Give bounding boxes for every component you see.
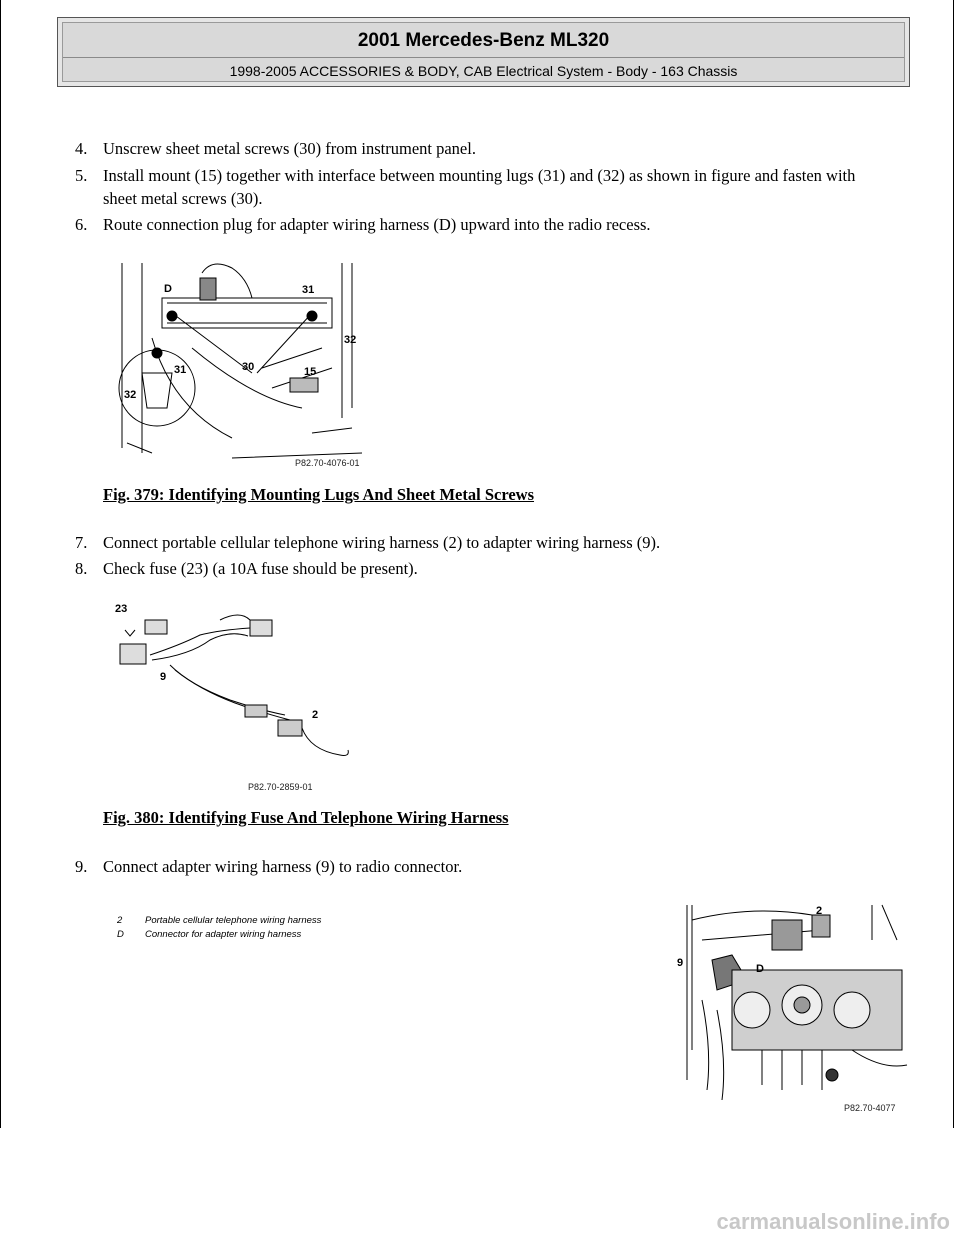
step-text: Install mount (15) together with interface between mounting lugs (31) and (32) as shown in figure and fasten with sheet metal screws (30).: [103, 166, 856, 208]
figure-380-caption: Fig. 380: Identifying Fuse And Telephone Wiring Harness: [103, 808, 509, 827]
fig380-image-id: P82.70-2859-01: [248, 782, 313, 792]
step-5: [75, 164, 895, 210]
header-subtitle: 1998-2005 ACCESSORIES & BODY, CAB Electrical System - Body - 163 Chassis: [229, 63, 738, 79]
legend-item: [117, 928, 321, 942]
step-text: Check fuse (23) (a 10A fuse should be present).: [103, 559, 418, 578]
figure-380-image: [110, 600, 360, 796]
fig379-label-15: 15: [304, 366, 317, 378]
step-number: 7.: [75, 533, 88, 552]
header-title: 2001 Mercedes-Benz ML320: [357, 30, 610, 51]
fig379-image-id: P82.70-4076-01: [295, 458, 360, 468]
legend-key: D: [117, 929, 124, 940]
page-header: [57, 17, 910, 87]
legend-text: Portable cellular telephone wiring harness: [145, 915, 322, 926]
fig-radio-label-2: 2: [816, 905, 823, 917]
step-number: 4.: [75, 139, 88, 158]
header-divider: [63, 57, 904, 58]
step-text: Unscrew sheet metal screws (30) from instrument panel.: [103, 139, 476, 158]
step-6: [75, 213, 895, 236]
figure-radio-image: [672, 900, 912, 1116]
fig380-label-2: 2: [312, 709, 319, 721]
step-number: 6.: [75, 215, 88, 234]
step-number: 5.: [75, 166, 88, 185]
step-8: [75, 557, 895, 580]
watermark: carmanualsonline.info: [716, 1209, 950, 1234]
step-text: Connect adapter wiring harness (9) to radio connector.: [103, 857, 463, 876]
legend-key: 2: [117, 915, 123, 926]
fig380-label-23: 23: [115, 603, 128, 615]
fig379-label-30: 30: [242, 361, 255, 373]
step-number: 8.: [75, 559, 88, 578]
fig-radio-label-9: 9: [677, 957, 684, 969]
fig-radio-image-id: P82.70-4077: [844, 1103, 896, 1113]
figure-379-caption: Fig. 379: Identifying Mounting Lugs And Sheet Metal Screws: [103, 485, 535, 504]
step-text: Connect portable cellular telephone wiring harness (2) to adapter wiring harness (9).: [103, 533, 661, 552]
figure-legend: [117, 914, 321, 942]
fig379-label-31b: 31: [174, 364, 187, 376]
fig379-label-32: 32: [344, 334, 357, 346]
fig379-label-31: 31: [302, 284, 315, 296]
step-7: [75, 531, 895, 554]
step-4: [75, 137, 895, 160]
figure-379-image: [112, 258, 367, 470]
legend-text: Connector for adapter wiring harness: [145, 929, 302, 940]
step-number: 9.: [75, 857, 88, 876]
fig379-label-d: D: [164, 283, 172, 295]
step-9: [75, 855, 895, 878]
fig-radio-label-d: D: [756, 963, 764, 975]
legend-item: [117, 914, 321, 928]
fig379-label-32b: 32: [124, 389, 137, 401]
step-text: Route connection plug for adapter wiring harness (D) upward into the radio recess.: [103, 215, 651, 234]
header-inner: [62, 22, 905, 82]
fig380-label-9: 9: [160, 671, 167, 683]
